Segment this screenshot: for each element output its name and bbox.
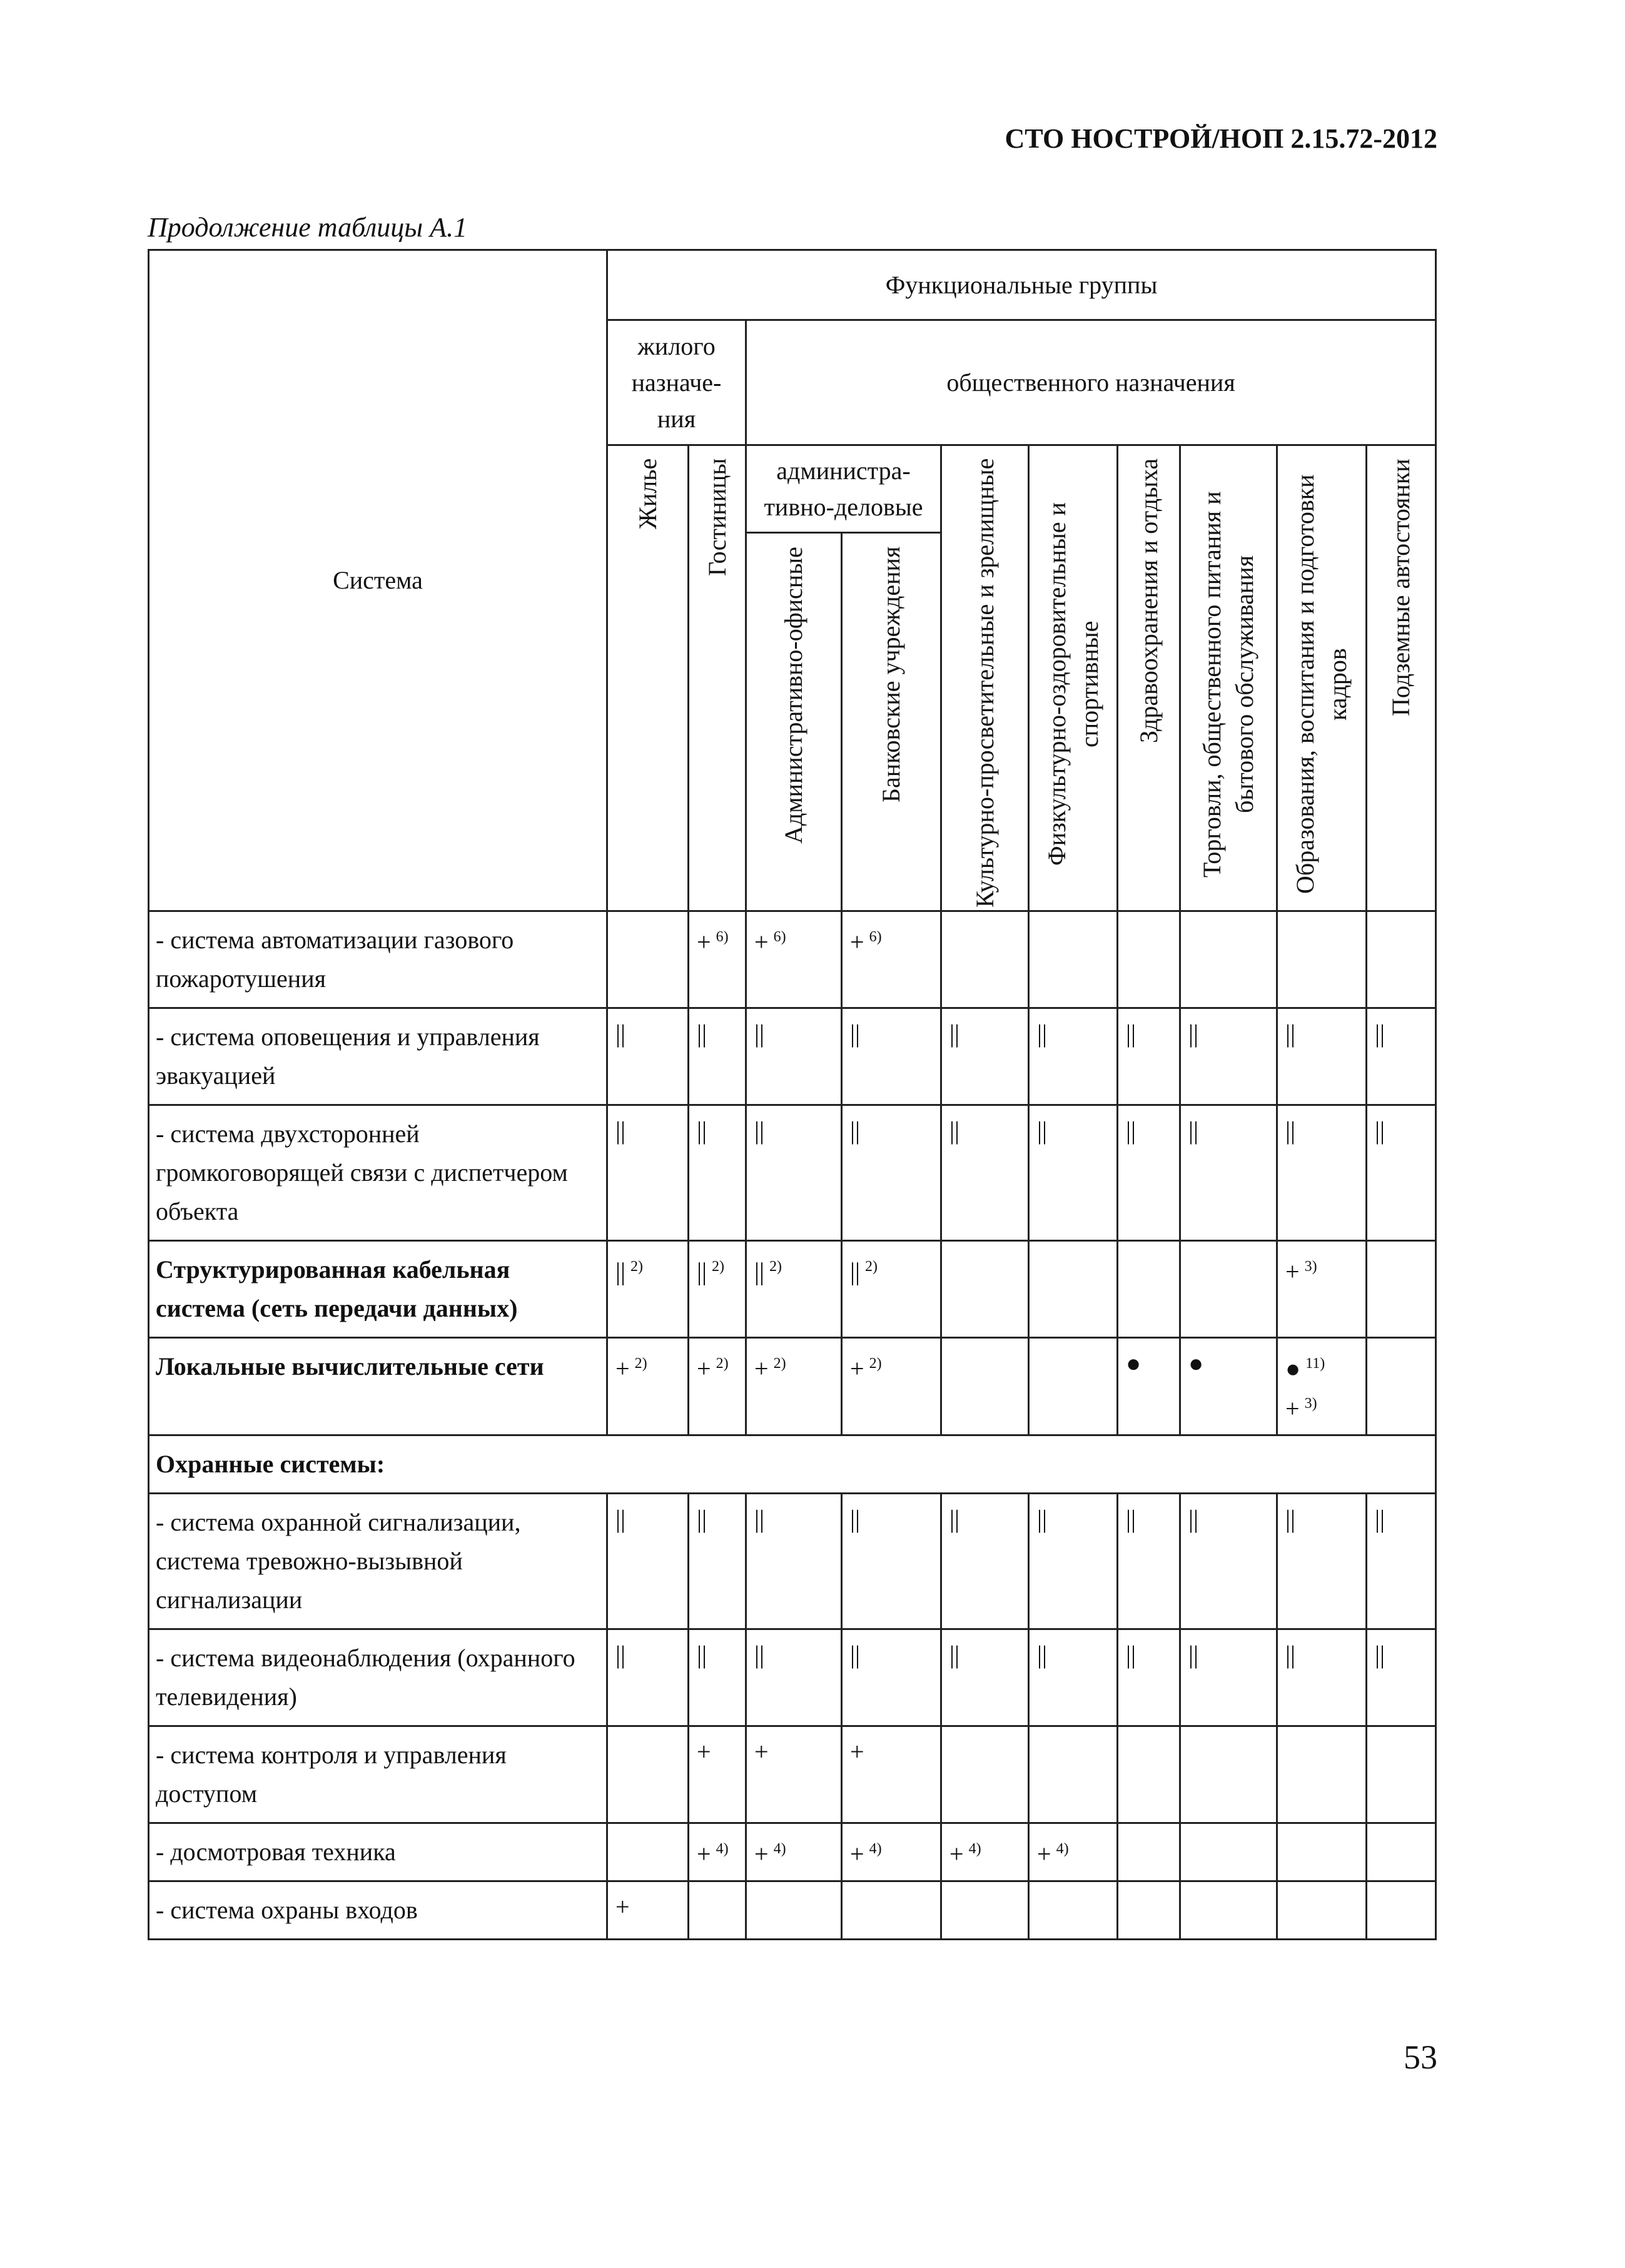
table-cell: [941, 1629, 1029, 1726]
footnote-ref: 2): [630, 1258, 644, 1275]
table-cell: [1180, 1338, 1277, 1435]
col-hotels: Гостиницы: [689, 445, 746, 911]
col-cultural: Культурно-просветительные и зрелищные: [941, 445, 1029, 911]
table-cell: [1277, 911, 1367, 1008]
cell-mark: ||: [949, 1504, 960, 1533]
cell-mark: + $^{2)}$: [697, 1354, 729, 1383]
table-cell: [746, 1008, 842, 1105]
table-row: [149, 1435, 1436, 1493]
table-cell: [1367, 1008, 1436, 1105]
table-cell: [941, 1493, 1029, 1629]
table-cell: [1367, 1823, 1436, 1881]
admin-header: администра-тивно-деловые: [746, 445, 941, 533]
section-label: Охранные системы:: [149, 1435, 1436, 1493]
footnote-ref: 2): [773, 1355, 786, 1372]
cell-mark: ||: [1188, 1504, 1199, 1533]
table-cell: [689, 1823, 746, 1881]
table-cell: [1277, 1629, 1367, 1726]
table-cell: [689, 1881, 746, 1939]
table-cell: [1180, 1881, 1277, 1939]
table-cell: [1277, 1823, 1367, 1881]
col-education: Образования, воспитания и подготовки кадров: [1277, 445, 1367, 911]
table-cell: [746, 1726, 842, 1823]
table-cell: [1029, 1881, 1118, 1939]
cell-mark: ||: [1037, 1116, 1048, 1145]
table-cell: [1180, 1726, 1277, 1823]
table-cell: [1029, 1493, 1118, 1629]
cell-mark: + $^{4)}$: [697, 1839, 729, 1868]
table-header: [149, 250, 1436, 911]
table-cell: [607, 1629, 689, 1726]
cell-mark: || $^{2)}$: [850, 1257, 878, 1286]
cell-mark: ||: [1285, 1020, 1296, 1048]
table-cell: [842, 1241, 941, 1338]
table-cell: [941, 1338, 1029, 1435]
table-cell: [842, 1493, 941, 1629]
cell-mark: ●: [1188, 1349, 1204, 1377]
footnote-ref: 2): [716, 1355, 729, 1372]
table-row: [149, 1726, 1436, 1823]
system-label: - система видеонаблюдения (охранного телевидения): [149, 1629, 607, 1726]
footnote-ref: 6): [716, 929, 729, 945]
table-cell: [1277, 1493, 1367, 1629]
cell-mark: ||: [1375, 1020, 1385, 1048]
cell-mark: ||: [1285, 1504, 1296, 1533]
footnote-ref: 3): [1304, 1258, 1317, 1275]
system-label: - система охранной сигнализации, система тревожно-вызывной сигнализации: [149, 1493, 607, 1629]
table-cell: [746, 1629, 842, 1726]
table-cell: [941, 1726, 1029, 1823]
cell-mark: + $^{2)}$: [615, 1354, 647, 1383]
cell-mark: || $^{2)}$: [697, 1257, 725, 1286]
table-row: [149, 1008, 1436, 1105]
table-cell: [842, 1881, 941, 1939]
system-label: - система автоматизации газового пожаротушения: [149, 911, 607, 1008]
cell-mark: ||: [949, 1020, 960, 1048]
table-cell: [689, 911, 746, 1008]
table-cell: [941, 1881, 1029, 1939]
table-cell: [1118, 911, 1180, 1008]
col-trade: Торговли, общественного питания и бытового обслуживания: [1180, 445, 1277, 911]
cell-mark: +: [850, 1737, 864, 1766]
table-cell: [607, 1241, 689, 1338]
table-cell: [689, 1726, 746, 1823]
table-cell: [1367, 1881, 1436, 1939]
table-cell: [607, 1881, 689, 1939]
cell-mark: ||: [1375, 1504, 1385, 1533]
cell-mark: ||: [949, 1116, 960, 1145]
system-label: Локальные вычислительные сети: [149, 1338, 607, 1435]
table-cell: [689, 1493, 746, 1629]
table-caption: Продолжение таблицы А.1: [148, 212, 467, 243]
cell-mark: + $^{3)}$: [1285, 1394, 1317, 1423]
table-row: [149, 911, 1436, 1008]
footnote-ref: 2): [634, 1355, 647, 1372]
table-cell: [1118, 1726, 1180, 1823]
system-label: - система оповещения и управления эвакуацией: [149, 1008, 607, 1105]
table-row: [149, 1881, 1436, 1939]
system-label: Структурированная кабельная система (сеть передачи данных): [149, 1241, 607, 1338]
cell-mark: +: [615, 1892, 630, 1921]
table-cell: [607, 1726, 689, 1823]
cell-mark: ||: [754, 1504, 765, 1533]
col-healthcare: Здравоохранения и отдыха: [1118, 445, 1180, 911]
table-cell: [1180, 1493, 1277, 1629]
table-cell: [842, 1629, 941, 1726]
table-cell: [842, 1008, 941, 1105]
cell-mark: + $^{2)}$: [754, 1354, 786, 1383]
footnote-ref: 2): [869, 1355, 882, 1372]
cell-mark: ||: [1375, 1640, 1385, 1669]
table-cell: [941, 1105, 1029, 1241]
table-cell: [689, 1105, 746, 1241]
table-cell: [842, 911, 941, 1008]
table-cell: [941, 1241, 1029, 1338]
cell-mark: ||: [850, 1020, 861, 1048]
table-cell: [842, 1823, 941, 1881]
system-label: - система контроля и управления доступом: [149, 1726, 607, 1823]
table-body: [149, 911, 1436, 1940]
cell-mark: ||: [1188, 1020, 1199, 1048]
table-cell: [1277, 1881, 1367, 1939]
col-parking: Подземные автостоянки: [1367, 445, 1436, 911]
table-cell: [1367, 1629, 1436, 1726]
table-cell: [607, 1823, 689, 1881]
table-cell: [941, 1823, 1029, 1881]
footnote-ref: 11): [1305, 1355, 1325, 1372]
table-cell: [607, 1008, 689, 1105]
cell-mark: ||: [754, 1640, 765, 1669]
system-label: - досмотровая техника: [149, 1823, 607, 1881]
table-cell: [746, 911, 842, 1008]
table-cell: [746, 1338, 842, 1435]
table-cell: [746, 1493, 842, 1629]
cell-mark: ||: [615, 1504, 626, 1533]
public-header: общественного назначения: [746, 320, 1436, 445]
cell-mark: ||: [1285, 1116, 1296, 1145]
system-header: Система: [149, 250, 607, 911]
table-cell: [689, 1241, 746, 1338]
footnote-ref: 2): [769, 1258, 782, 1275]
cell-mark: + $^{3)}$: [1285, 1257, 1317, 1286]
cell-mark: ||: [1285, 1640, 1296, 1669]
table-cell: [1180, 1241, 1277, 1338]
system-label: - система охраны входов: [149, 1881, 607, 1939]
cell-mark: ||: [615, 1116, 626, 1145]
table-cell: [1277, 1338, 1367, 1435]
footnote-ref: 4): [968, 1840, 981, 1857]
table-cell: [1029, 911, 1118, 1008]
table-cell: [1118, 1105, 1180, 1241]
cell-mark: ||: [697, 1116, 707, 1145]
cell-mark: + $^{6)}$: [697, 928, 729, 956]
cell-mark: + $^{4)}$: [850, 1839, 882, 1868]
cell-mark: + $^{6)}$: [754, 928, 786, 956]
system-label: - система двухсторонней громкоговорящей связи с диспетчером объекта: [149, 1105, 607, 1241]
table-cell: [1029, 1338, 1118, 1435]
cell-mark: ||: [1037, 1020, 1048, 1048]
table-row: [149, 1338, 1436, 1435]
table-cell: [689, 1008, 746, 1105]
col-banks: Банковские учреждения: [842, 533, 941, 911]
table-cell: [1118, 1338, 1180, 1435]
table-cell: [746, 1105, 842, 1241]
cell-mark: || $^{2)}$: [615, 1257, 644, 1286]
footnote-ref: 4): [1056, 1840, 1069, 1857]
table-cell: [1118, 1823, 1180, 1881]
footnote-ref: 2): [712, 1258, 725, 1275]
page-number: 53: [1404, 2038, 1437, 2076]
cell-mark: ||: [615, 1020, 626, 1048]
table-cell: [1029, 1823, 1118, 1881]
cell-mark: ||: [697, 1640, 707, 1669]
cell-mark: ||: [615, 1640, 626, 1669]
cell-mark: ||: [1126, 1116, 1136, 1145]
systems-table: [148, 249, 1437, 1940]
table-cell: [1367, 911, 1436, 1008]
table-cell: [1367, 1105, 1436, 1241]
table-cell: [1118, 1629, 1180, 1726]
cell-mark: ||: [1037, 1640, 1048, 1669]
cell-mark: ||: [1188, 1116, 1199, 1145]
table-cell: [1367, 1241, 1436, 1338]
table-cell: [1277, 1105, 1367, 1241]
table-cell: [1180, 911, 1277, 1008]
table-cell: [1180, 1105, 1277, 1241]
table-cell: [1367, 1726, 1436, 1823]
document-code: СТО НОСТРОЙ/НОП 2.15.72-2012: [1005, 123, 1437, 154]
col-sports: Физкультурно-оздоровительные и спортивные: [1029, 445, 1118, 911]
table-cell: [746, 1881, 842, 1939]
footnote-ref: 6): [869, 929, 882, 945]
cell-mark: ● $^{11)}$: [1285, 1354, 1325, 1383]
table-cell: [1118, 1493, 1180, 1629]
table-cell: [1029, 1629, 1118, 1726]
residential-header: жилого назначе-ния: [607, 320, 746, 445]
table-cell: [1029, 1241, 1118, 1338]
table-cell: [1277, 1726, 1367, 1823]
cell-mark: + $^{4)}$: [949, 1839, 981, 1868]
cell-mark: ||: [1188, 1640, 1199, 1669]
table-cell: [1180, 1629, 1277, 1726]
table-cell: [607, 1493, 689, 1629]
table-cell: [1118, 1241, 1180, 1338]
footnote-ref: 4): [869, 1840, 882, 1857]
table-row: [149, 1241, 1436, 1338]
table-cell: [746, 1823, 842, 1881]
cell-mark: ||: [1126, 1020, 1136, 1048]
table-cell: [607, 1105, 689, 1241]
table-cell: [689, 1338, 746, 1435]
cell-mark: ||: [1037, 1504, 1048, 1533]
cell-mark: ||: [1126, 1504, 1136, 1533]
col-housing: Жилье: [607, 445, 689, 911]
table-cell: [746, 1241, 842, 1338]
table-cell: [1029, 1008, 1118, 1105]
footnote-ref: 3): [1304, 1395, 1317, 1412]
cell-mark: ||: [850, 1504, 861, 1533]
cell-mark: ||: [1126, 1640, 1136, 1669]
table-cell: [607, 911, 689, 1008]
footnote-ref: 4): [773, 1840, 786, 1857]
footnote-ref: 4): [716, 1840, 729, 1857]
table-cell: [1367, 1338, 1436, 1435]
table-row: [149, 1823, 1436, 1881]
cell-mark: +: [754, 1737, 769, 1766]
cell-mark: || $^{2)}$: [754, 1257, 782, 1286]
footnote-ref: 2): [865, 1258, 878, 1275]
cell-mark: +: [697, 1737, 711, 1766]
cell-mark: ||: [697, 1504, 707, 1533]
table-cell: [941, 911, 1029, 1008]
footnote-ref: 6): [773, 929, 786, 945]
cell-mark: ||: [1375, 1116, 1385, 1145]
table-cell: [1180, 1823, 1277, 1881]
table-cell: [1367, 1493, 1436, 1629]
cell-mark: ||: [697, 1020, 707, 1048]
cell-mark: ●: [1126, 1349, 1142, 1377]
cell-mark: ||: [754, 1020, 765, 1048]
table-cell: [607, 1338, 689, 1435]
table-cell: [941, 1008, 1029, 1105]
table-cell: [1029, 1105, 1118, 1241]
col-admin-offices: Административно-офисные: [746, 533, 842, 911]
table-row: [149, 1105, 1436, 1241]
table-cell: [842, 1105, 941, 1241]
cell-mark: + $^{2)}$: [850, 1354, 882, 1383]
table-cell: [1118, 1008, 1180, 1105]
cell-mark: + $^{6)}$: [850, 928, 882, 956]
cell-mark: + $^{4)}$: [1037, 1839, 1069, 1868]
functional-groups-header: Функциональные группы: [607, 250, 1436, 320]
cell-mark: + $^{4)}$: [754, 1839, 786, 1868]
table-cell: [1118, 1881, 1180, 1939]
table-cell: [1180, 1008, 1277, 1105]
table-row: [149, 1629, 1436, 1726]
cell-mark: ||: [949, 1640, 960, 1669]
table-cell: [1277, 1241, 1367, 1338]
table-cell: [1029, 1726, 1118, 1823]
cell-mark: ||: [754, 1116, 765, 1145]
table-cell: [1277, 1008, 1367, 1105]
table-row: [149, 1493, 1436, 1629]
table-cell: [689, 1629, 746, 1726]
table-cell: [842, 1726, 941, 1823]
cell-mark: ||: [850, 1116, 861, 1145]
table-cell: [842, 1338, 941, 1435]
cell-mark: ||: [850, 1640, 861, 1669]
